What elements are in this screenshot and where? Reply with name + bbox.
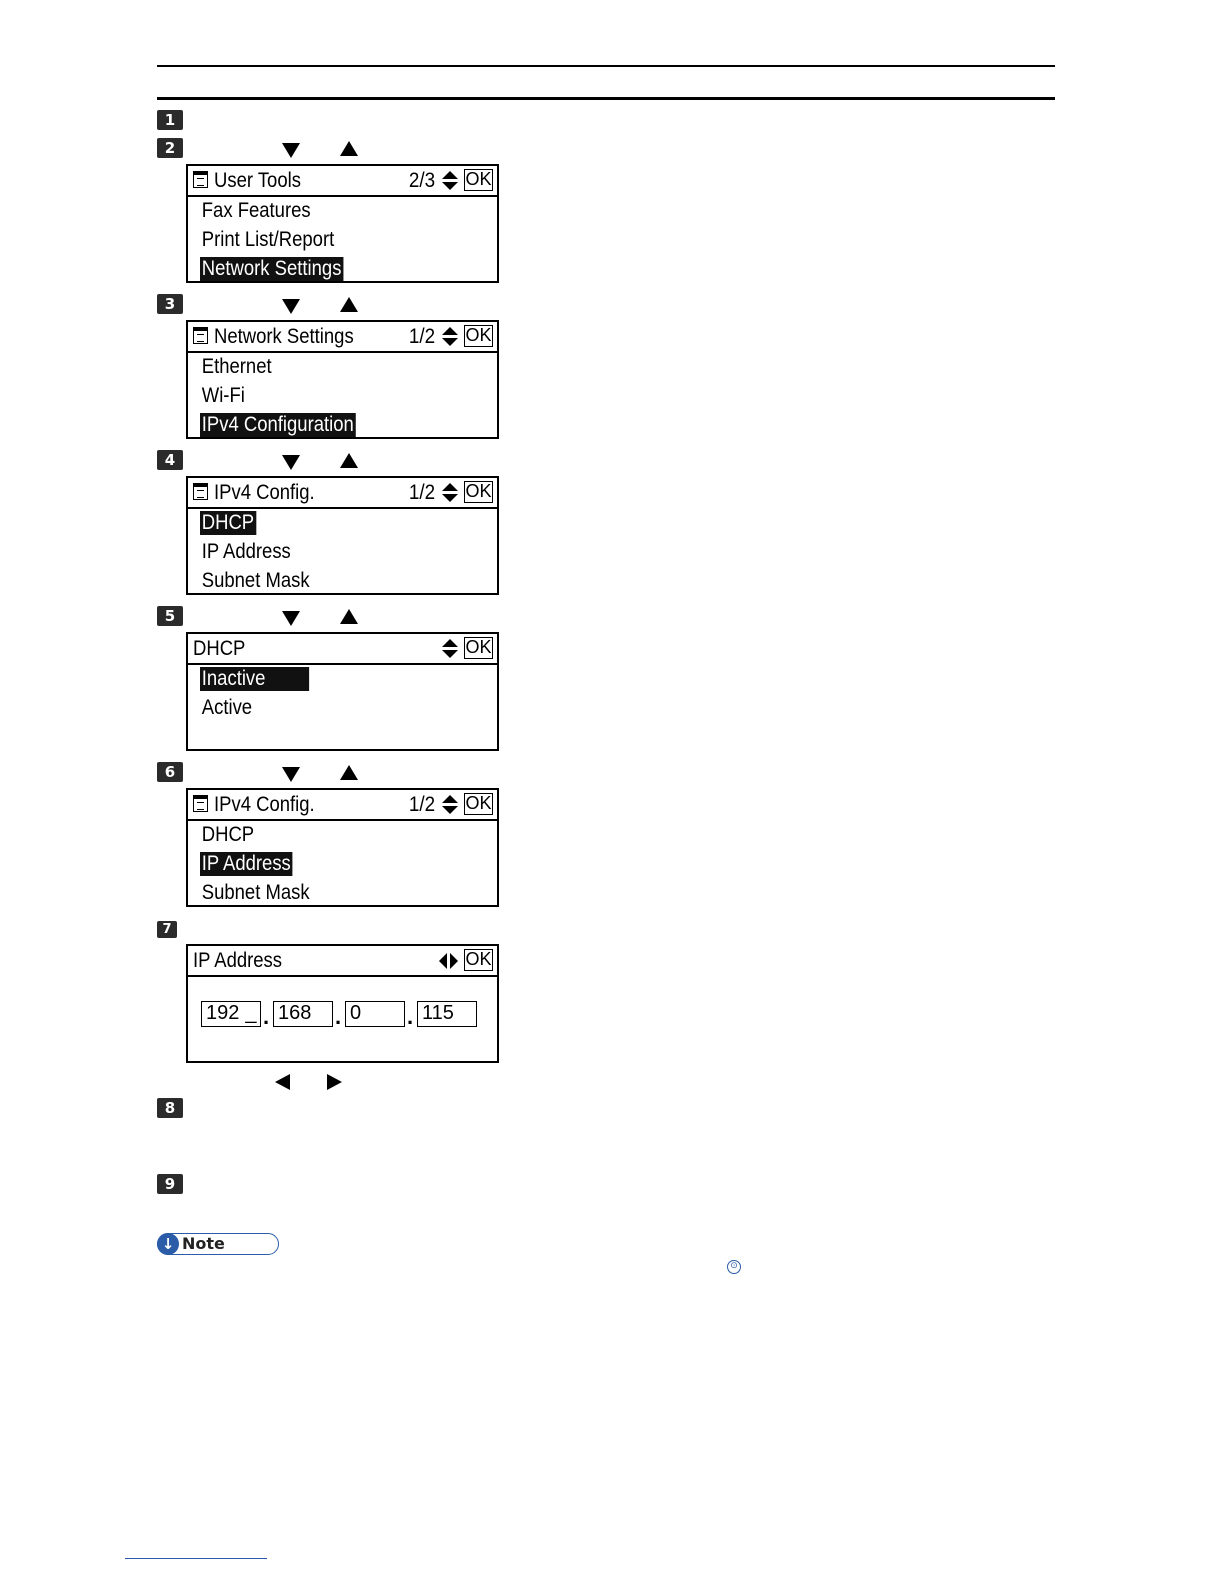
menu-item-wi-fi[interactable]: Wi-Fi: [201, 384, 245, 407]
ok-button[interactable]: OK: [465, 949, 492, 969]
up-down-arrows-icon: [441, 483, 459, 503]
step-badge-8: 8: [157, 1098, 183, 1118]
page-indicator: 1/2: [408, 793, 435, 816]
step-badge-9: 9: [157, 1174, 183, 1194]
menu-item-subnet-mask[interactable]: Subnet Mask: [201, 881, 310, 904]
footnote-rule: [125, 1558, 267, 1559]
ip-octet-4[interactable]: 115: [417, 1001, 477, 1027]
option-inactive[interactable]: Inactive: [200, 667, 309, 691]
lcd-screen-ipv4-config-2: [186, 788, 499, 907]
lcd-header: [188, 322, 497, 353]
menu-item-subnet-mask[interactable]: Subnet Mask: [201, 569, 310, 592]
up-down-arrows-icon: [441, 171, 459, 191]
menu-list-icon: [193, 327, 208, 344]
up-triangle-icon: [340, 609, 358, 624]
ip-dot: .: [407, 1004, 414, 1029]
up-down-arrows-icon: [441, 639, 459, 659]
up-triangle-icon: [340, 453, 358, 468]
lcd-screen-dhcp: [186, 632, 499, 751]
ip-octet-1[interactable]: [201, 1001, 261, 1027]
step-badge-5: 5: [157, 606, 183, 626]
lcd-header: [188, 946, 497, 977]
ok-button[interactable]: OK: [465, 481, 492, 501]
ok-button[interactable]: OK: [465, 793, 492, 813]
menu-item-fax-features[interactable]: Fax Features: [201, 199, 311, 222]
ip-dot: .: [335, 1004, 342, 1029]
lcd-header: [188, 166, 497, 197]
down-arrow-circle-icon: ↓: [157, 1233, 179, 1255]
page-indicator: 1/2: [408, 325, 435, 348]
menu-item-network-settings[interactable]: Network Settings: [201, 257, 342, 280]
step-badge-1: 1: [157, 110, 183, 130]
page-indicator: 1/2: [408, 481, 435, 504]
header-rule: [157, 65, 1055, 67]
lcd-title: User Tools: [214, 169, 301, 192]
step-badge-7: 7: [157, 921, 177, 938]
menu-item-dhcp[interactable]: DHCP: [201, 823, 255, 846]
section-rule: [157, 97, 1055, 100]
lcd-screen-network-settings: [186, 320, 499, 439]
step-badge-6: 6: [157, 762, 183, 782]
menu-item-ethernet[interactable]: Ethernet: [201, 355, 272, 378]
ip-octet-3[interactable]: 0: [345, 1001, 405, 1027]
down-triangle-icon: [282, 455, 300, 470]
menu-item-dhcp[interactable]: DHCP: [201, 511, 255, 534]
up-down-arrows-icon: [441, 327, 459, 347]
up-triangle-icon: [340, 297, 358, 312]
left-triangle-icon: [275, 1074, 290, 1090]
menu-item-ipv4-configuration[interactable]: IPv4 Configuration: [201, 413, 354, 436]
ok-button[interactable]: OK: [465, 637, 492, 657]
lcd-title: Network Settings: [214, 325, 354, 348]
lcd-screen-user-tools: [186, 164, 499, 283]
step-badge-3: 3: [157, 294, 183, 314]
note-badge: [157, 1233, 279, 1255]
down-triangle-icon: [282, 299, 300, 314]
lcd-header: [188, 790, 497, 821]
ip-dot: .: [263, 1004, 270, 1029]
down-triangle-icon: [282, 767, 300, 782]
lcd-title: DHCP: [193, 637, 246, 660]
up-down-arrows-icon: [441, 795, 459, 815]
note-label: Note: [182, 1234, 225, 1253]
page-indicator: 2/3: [408, 169, 435, 192]
ip-octet-2[interactable]: 168: [273, 1001, 333, 1027]
text-cursor: _: [245, 1002, 257, 1024]
lcd-header: [188, 634, 497, 665]
ok-button[interactable]: OK: [465, 169, 492, 189]
lcd-screen-ipv4-config: [186, 476, 499, 595]
up-triangle-icon: [340, 141, 358, 156]
menu-item-ip-address[interactable]: IP Address: [201, 852, 291, 875]
menu-item-print-list-report[interactable]: Print List/Report: [201, 228, 335, 251]
down-triangle-icon: [282, 143, 300, 158]
menu-list-icon: [193, 483, 208, 500]
lcd-title: IP Address: [193, 949, 283, 972]
menu-list-icon: [193, 795, 208, 812]
ok-button[interactable]: OK: [465, 325, 492, 345]
menu-item-ip-address[interactable]: IP Address: [201, 540, 291, 563]
step-badge-2: 2: [157, 138, 183, 158]
lcd-title: IPv4 Config.: [214, 793, 315, 816]
lcd-title: IPv4 Config.: [214, 481, 315, 504]
ip-octet-1-value: 192: [206, 1002, 240, 1024]
lcd-header: [188, 478, 497, 509]
option-active[interactable]: Active: [201, 696, 253, 719]
step-badge-4: 4: [157, 450, 183, 470]
menu-list-icon: [193, 171, 208, 188]
reference-icon[interactable]: ⊙: [727, 1260, 741, 1274]
left-right-arrows-icon: [439, 952, 459, 970]
right-triangle-icon: [327, 1074, 342, 1090]
lcd-screen-ip-address: [186, 944, 499, 1063]
up-triangle-icon: [340, 765, 358, 780]
down-triangle-icon: [282, 611, 300, 626]
